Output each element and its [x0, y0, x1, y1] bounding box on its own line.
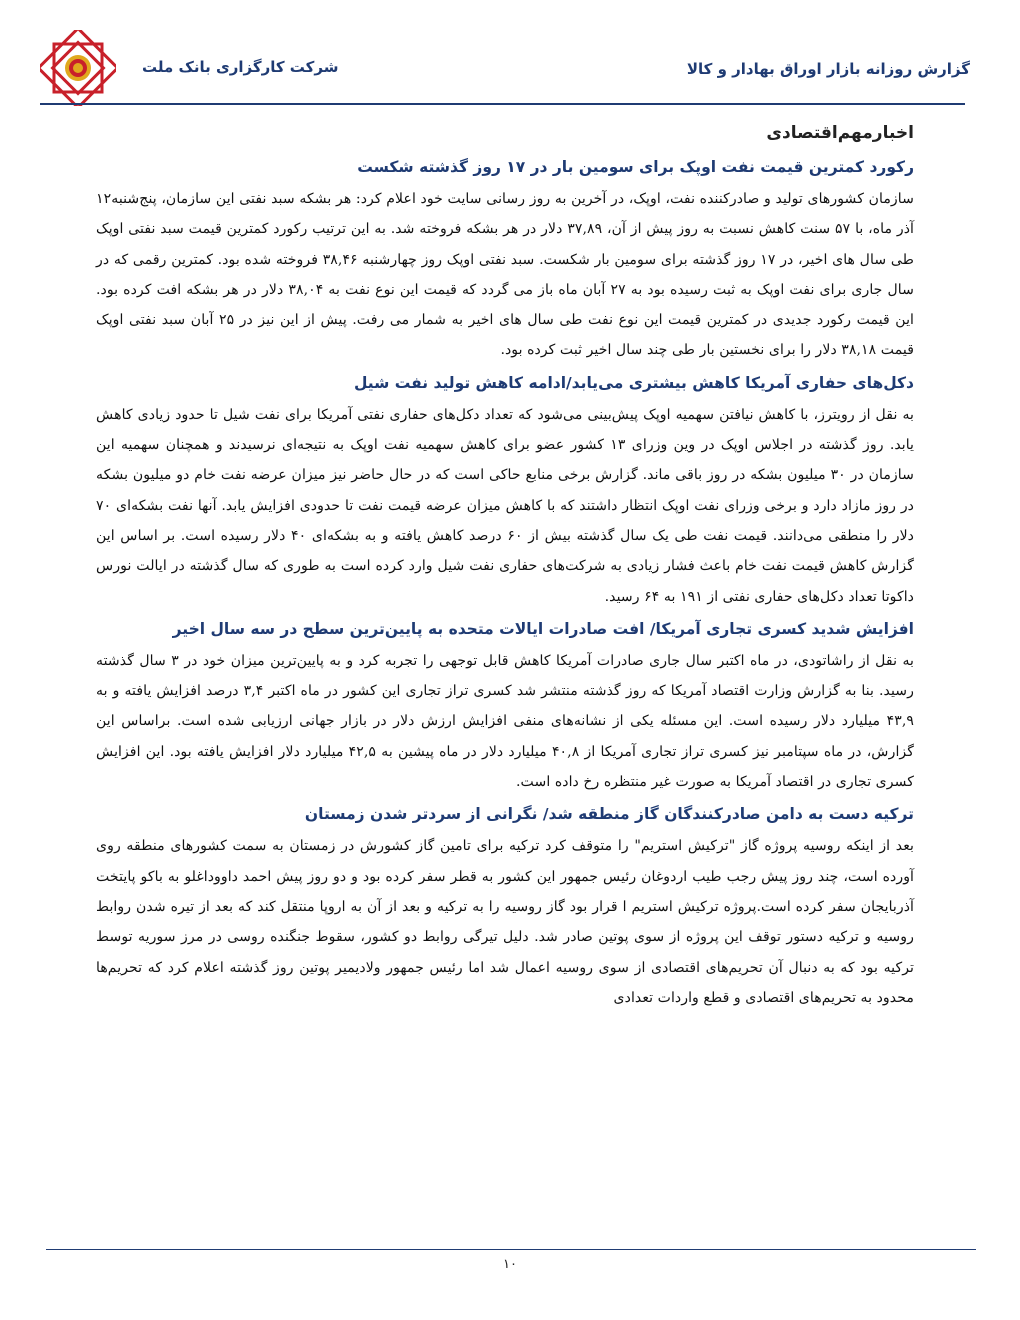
section-title: اخبارمهم‌اقتصادی — [766, 123, 914, 143]
article-headline: دکل‌های حفاری آمریکا کاهش بیشتری می‌یابد/ادامه کاهش تولید نفت شیل — [353, 373, 914, 392]
article-headline: ترکیه دست به دامن صادرکنندگان گاز منطقه شد/ نگرانی از سردتر شدن زمستان — [304, 805, 914, 824]
main-content — [96, 120, 914, 1015]
article — [96, 370, 914, 612]
article-body: سازمان کشورهای تولید و صادرکننده نفت، اوپک، در آخرین به روز رسانی سایت خود اعلام کرد: هر بشکه سبد نفتی این سازمان، پنج‌شنبه۱۲ آذر ماه، با ۵۷ سنت کاهش نسبت به روز پیش از آن، ۳۷,۸۹ دلار در هر بشکه فروخته شد. به این ترتیب رکورد کمترین قیمت سبد نفتی اوپک طی سال های اخیر، در ۱۷ روز گذشته برای سومین بار شکست. سبد نفتی اوپک روز چهارشنبه ۳۸,۴۶ فروخته شده بود. کمترین رقمی که در سال جاری برای نفت اوپک به ثبت رسیده بود به ۲۷ آبان ماه باز می گردد که قیمت این نوع نفت به ۳۸,۰۴ دلار در هر بشکه افت کرده بود. این قیمت رکورد جدیدی در کمترین قیمت این نوع نفت طی سال های اخیر به شمار می رفت. پیش از این نیز در ۲۵ آبان سبد نفتی اوپک قیمت ۳۸,۱۸ دلار را برای نخستین بار طی چند سال اخیر ثبت کرده بود. — [96, 191, 914, 359]
article-body: به نقل از رویترز، با کاهش نیافتن سهمیه اوپک پیش‌بینی می‌شود که تعداد دکل‌های حفاری نفتی آمریکا برای نفت شیل تا حدود زیادی کاهش یابد. روز گذشته در اجلاس اوپک در وین وزرای ۱۳ کشور عضو برای کاهش سهمیه نفت اوپک به نتیجه‌ای نرسیدند و همچنان سهمیه این سازمان در ۳۰ میلیون بشکه در روز باقی ماند. گزارش برخی منابع حاکی است که در حال حاضر نیز میزان عرضه نفت خام دو میلیون بشکه در روز مازاد دارد و برخی وزرای نفت اوپک انتظار داشتند که با کاهش میزان عرضه قیمت نفت تا حدودی افزایش یابد. آنها نفت بشکه‌ای ۷۰ دلار را منطقی می‌دانند. قیمت نفت طی یک سال گذشته بیش از ۶۰ درصد کاهش یافته و به بشکه‌ای ۴۰ دلار رسیده است. بر اساس این گزارش کاهش قیمت نفت خام باعث فشار زیادی به شرکت‌های حفاری نفت شیل وارد کرده است به طوری که سال گذشته در ایالت نورس داکوتا تعداد دکل‌های حفاری نفتی از ۱۹۱ به ۶۴ رسید. — [96, 406, 915, 605]
company-name: شرکت کارگزاری بانک ملت — [142, 58, 339, 76]
article-headline: افزایش شدید کسری تجاری آمریکا/ افت صادرات ایالات متحده به پایین‌ترین سطح در سه سال اخیر — [172, 619, 914, 638]
article — [96, 154, 914, 366]
bank-mellat-logo-icon — [40, 30, 116, 106]
page-number: ۱۰ — [503, 1257, 517, 1272]
article-body: به نقل از راشاتودی، در ماه اکتبر سال جاری صادرات آمریکا کاهش قابل توجهی را تجربه کرد و به پایین‌ترین میزان خود در ۳ سال گذشته رسید. بنا به گزارش وزارت اقتصاد آمریکا که روز گذشته منتشر شد کسری تراز تجاری این کشور در ماه اکتبر ۳,۴ درصد افزایش یافته و به ۴۳,۹ میلیارد دلار رسیده است. این مسئله یکی از نشانه‌های منفی افزایش ارزش دلار در بازار جهانی ارزیابی شده است. براساس این گزارش، در ماه سپتامبر نیز کسری تراز تجاری آمریکا از ۴۰,۸ میلیارد دلار در ماه پیشین به ۴۲,۵ میلیارد دلار افزایش یافته بود. این افزایش کسری تجاری در اقتصاد آمریکا به صورت غیر منتظره رخ داده است. — [96, 652, 914, 791]
article-headline: رکورد کمترین قیمت نفت اوپک برای سومین بار در ۱۷ روز گذشته شکست — [357, 158, 914, 176]
page-header — [40, 30, 970, 105]
report-title: گزارش روزانه بازار اوراق بهادار و کالا — [686, 60, 970, 78]
article — [96, 801, 914, 1013]
footer-divider — [46, 1249, 976, 1250]
article-body: بعد از اینکه روسیه پروژه گاز "ترکیش استریم" را متوقف کرد ترکیه برای تامین گاز کشورش در زمستان به سمت کشورهای منطقه روی آورده است، چند روز پیش رجب طیب اردوغان رئیس جمهور این کشور به قطر سفر کرده بود و دو روز پیش احمد داووداغلو به باکو پایتخت آذربایجان سفر کرده است.پروژه ترکیش استریم ا قرار بود گاز روسیه را به ترکیه و بعد از آن به اروپا منتقل کند که بعد از تیره شدن روابط روسیه و ترکیه دستور توقف این پروژه از سوی پوتین صادر شد. دلیل تیرگی روابط دو کشور، سقوط جنگنده روسی در مرز سوریه توسط ترکیه بود که به دنبال آن تحریم‌های اقتصادی از سوی روسیه اعمال شد اما رئیس جمهور ولادیمیر پوتین روز گذشته اعلام کرد که تحریم‌ها محدود به تحریم‌های اقتصادی و قطع واردات تعدادی — [96, 838, 915, 1006]
header-divider — [40, 103, 965, 105]
article — [96, 616, 914, 797]
